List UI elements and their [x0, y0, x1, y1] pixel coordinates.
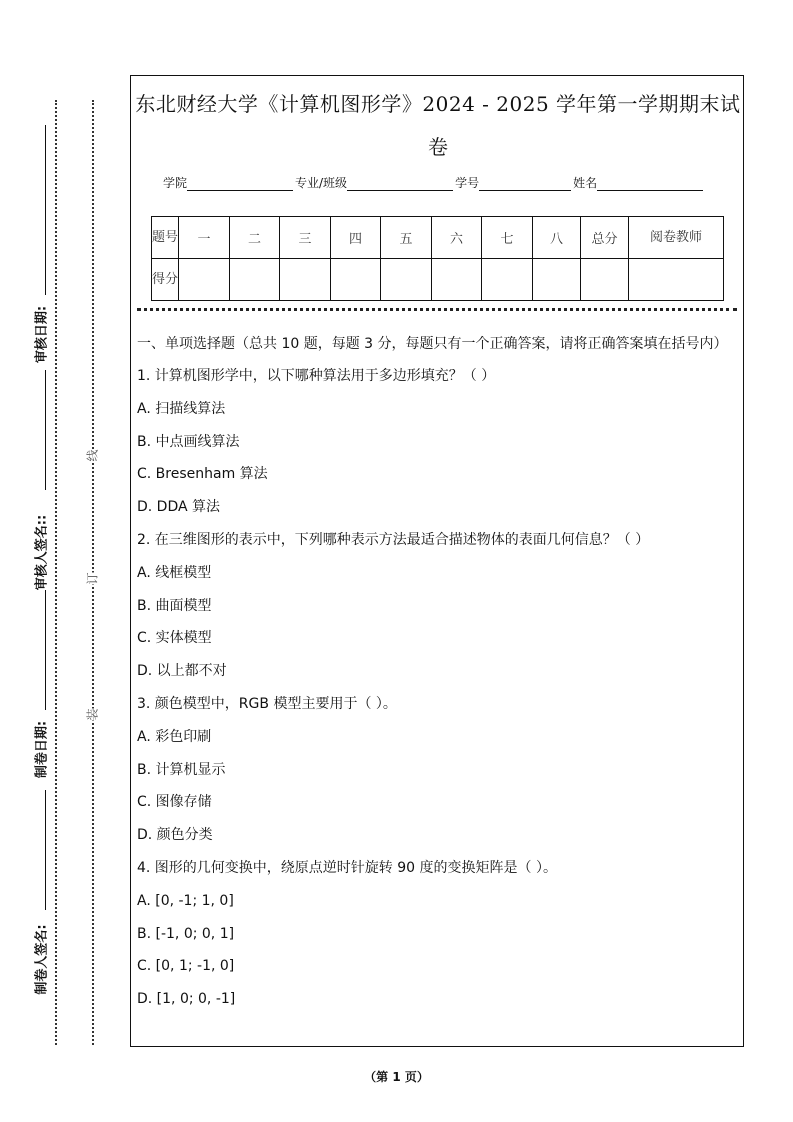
- exam-title-continued: 卷: [428, 135, 448, 159]
- field-label-college: 学院: [163, 176, 188, 190]
- score-cell[interactable]: [179, 259, 230, 301]
- reviewer-signature-label: 审核人签名::: [34, 514, 50, 591]
- answer-option: D. [1, 0; 0, -1]: [137, 991, 236, 1008]
- field-blank-college[interactable]: [187, 178, 293, 191]
- answer-option: B. 计算机显示: [137, 761, 226, 778]
- page-number: （第 1 页）: [364, 1070, 429, 1084]
- answer-option: A. 扫描线算法: [137, 400, 226, 417]
- exam-title: 东北财经大学《计算机图形学》2024 - 2025 学年第一学期期末试: [135, 92, 741, 116]
- answer-option: C. Bresenham 算法: [137, 466, 268, 483]
- field-label-name: 姓名: [573, 176, 598, 190]
- question-stem: 1. 计算机图形学中，以下哪种算法用于多边形填充？（ ）: [137, 368, 496, 384]
- exam-content: [137, 333, 737, 1020]
- score-cell[interactable]: [482, 259, 533, 301]
- score-cell[interactable]: [581, 259, 629, 301]
- answer-option: A. [0, -1; 1, 0]: [137, 892, 234, 909]
- maker-date-label: 制卷日期:: [34, 720, 50, 779]
- score-table-score-row: [152, 259, 724, 301]
- signature-line-reviewer: [45, 370, 46, 490]
- signature-line-review-date: [45, 125, 46, 295]
- col-header: 四: [331, 217, 381, 259]
- answer-option: C. 图像存储: [137, 794, 212, 811]
- section-heading: 一、单项选择题（总共 10 题，每题 3 分，每题只有一个正确答案，请将正确答案填在括号内）: [137, 336, 728, 352]
- col-header: 五: [381, 217, 432, 259]
- score-cell[interactable]: [230, 259, 280, 301]
- col-header: 三: [280, 217, 331, 259]
- maker-signature-label: 制卷人签名:: [34, 924, 50, 995]
- col-header: 七: [482, 217, 533, 259]
- field-blank-student-id[interactable]: [479, 178, 571, 191]
- answer-option: B. [-1, 0; 0, 1]: [137, 925, 235, 942]
- col-header: 阅卷教师: [629, 217, 724, 259]
- col-header: 总分: [581, 217, 629, 259]
- binding-mark-zhuang: 装: [85, 708, 100, 721]
- field-label-major-class: 专业/班级: [295, 176, 348, 190]
- question-stem: 3. 颜色模型中，RGB 模型主要用于（ ）。: [137, 695, 397, 712]
- binding-mark-xian: 线: [85, 449, 100, 462]
- col-header: 八: [533, 217, 581, 259]
- col-header: 二: [230, 217, 280, 259]
- binding-mark-ding: 订: [85, 572, 100, 585]
- exam-frame: [130, 75, 744, 1047]
- score-cell[interactable]: [331, 259, 381, 301]
- score-table: [151, 216, 724, 301]
- answer-option: D. DDA 算法: [137, 499, 221, 516]
- dotted-separator: [137, 308, 737, 311]
- score-cell[interactable]: [533, 259, 581, 301]
- question-stem: 4. 图形的几何变换中，绕原点逆时针旋转 90 度的变换矩阵是（ ）。: [137, 859, 557, 876]
- score-cell[interactable]: [280, 259, 331, 301]
- row-label-score: 得分: [152, 259, 179, 301]
- field-blank-name[interactable]: [597, 178, 703, 191]
- field-blank-major-class[interactable]: [347, 178, 453, 191]
- score-table-header-row: [152, 217, 724, 259]
- field-label-student-id: 学号: [455, 176, 480, 190]
- col-header: 六: [432, 217, 482, 259]
- score-cell[interactable]: [629, 259, 724, 301]
- answer-option: C. 实体模型: [137, 630, 212, 647]
- margin-dotted-line-inner: [55, 100, 57, 1045]
- answer-option: B. 曲面模型: [137, 597, 212, 614]
- answer-option: C. [0, 1; -1, 0]: [137, 958, 235, 975]
- review-date-label: 审核日期:: [34, 305, 50, 364]
- answer-option: A. 线框模型: [137, 564, 212, 581]
- student-info-row: [163, 174, 705, 191]
- answer-option: D. 颜色分类: [137, 827, 213, 844]
- question-stem: 2. 在三维图形的表示中，下列哪种表示方法最适合描述物体的表面几何信息？（ ）: [137, 531, 650, 548]
- row-label-question-number: 题号: [152, 217, 179, 259]
- question-list: [137, 364, 737, 1020]
- signature-line-date: [45, 590, 46, 710]
- signature-line-maker: [45, 790, 46, 910]
- col-header: 一: [179, 217, 230, 259]
- score-cell[interactable]: [432, 259, 482, 301]
- answer-option: B. 中点画线算法: [137, 433, 240, 450]
- answer-option: A. 彩色印刷: [137, 728, 212, 745]
- score-cell[interactable]: [381, 259, 432, 301]
- answer-option: D. 以上都不对: [137, 663, 227, 680]
